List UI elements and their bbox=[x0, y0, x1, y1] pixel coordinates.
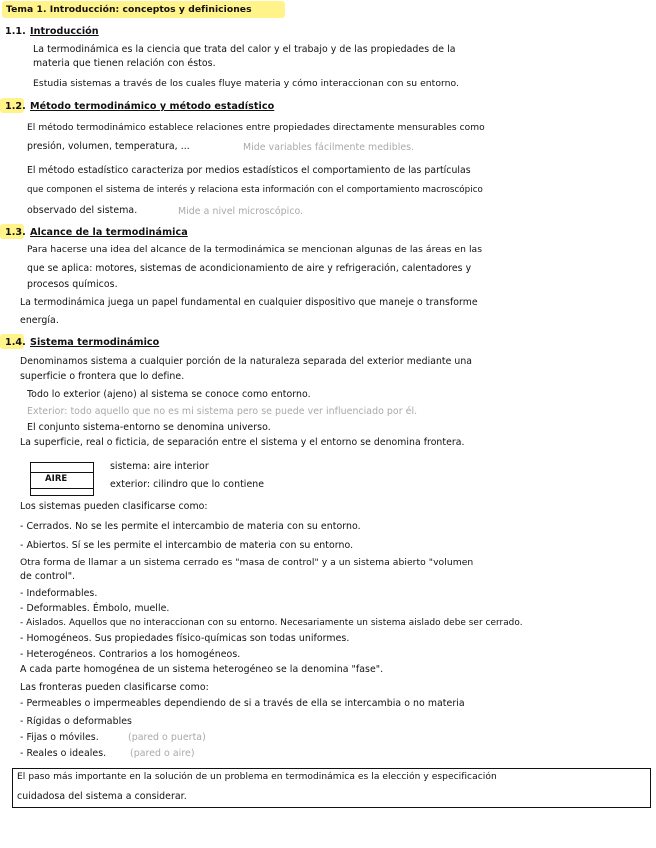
s1-line-3: Estudia sistemas a través de los cuales fluye materia y cómo interaccionan con su entorno. bbox=[33, 78, 460, 89]
clas-abiertos: - Abiertos. Sí se les permite el intercambio de materia con su entorno. bbox=[20, 540, 354, 551]
diagram-exterior-label: exterior: cilindro que lo contiene bbox=[110, 479, 265, 490]
section-1-2-number: 1.2. bbox=[5, 101, 26, 112]
s3-line-1: Para hacerse una idea del alcance de la termodinámica se mencionan algunas de las áreas en las bbox=[27, 244, 483, 255]
key-point-line-2: cuidadosa del sistema a considerar. bbox=[17, 791, 187, 802]
s2-line-1: El método termodinámico establece relaciones entre propiedades directamente mensurables como bbox=[27, 123, 485, 133]
frontier-fijas: - Fijas o móviles. bbox=[20, 732, 99, 743]
s2-line-3: El método estadístico caracteriza por medios estadísticos el comportamiento de las partículas bbox=[27, 165, 471, 176]
section-1-3-heading: Alcance de la termodinámica bbox=[30, 227, 188, 238]
clas-homogeneos: - Homogéneos. Sus propiedades físico-químicas son todas uniformes. bbox=[20, 633, 350, 644]
s4-line-5: El conjunto sistema-entorno se denomina universo. bbox=[27, 422, 271, 433]
s2-line-2: presión, volumen, temperatura, ... bbox=[27, 141, 190, 152]
clas-deformables: - Deformables. Émbolo, muelle. bbox=[20, 603, 170, 614]
s3-line-3: procesos químicos. bbox=[27, 279, 118, 290]
frontier-reales-note: (pared o aire) bbox=[130, 748, 195, 759]
s1-line-1: La termodinámica es la ciencia que trata del calor y el trabajo y de las propiedades de la bbox=[33, 44, 456, 55]
clas-aislados: - Aislados. Aquellos que no interaccionan con su entorno. Necesariamente un sistema aislado debe ser cerrado. bbox=[20, 618, 523, 628]
page-title: Tema 1. Introducción: conceptos y definiciones bbox=[6, 4, 252, 15]
diagram-system-label: sistema: aire interior bbox=[110, 461, 209, 472]
s2-line-4: que componen el sistema de interés y relaciona esta información con el comportamiento macroscópico bbox=[27, 185, 483, 195]
section-1-4-number: 1.4. bbox=[5, 337, 26, 348]
frontier-reales: - Reales o ideales. bbox=[20, 748, 107, 759]
s1-line-2: materia que tienen relación con éstos. bbox=[33, 58, 216, 69]
s3-line-4: La termodinámica juega un papel fundamental en cualquier dispositivo que maneje o transforme bbox=[20, 297, 478, 308]
clas-control-2: de control". bbox=[20, 571, 76, 582]
s2-line-2-note: Mide variables fácilmente medibles. bbox=[243, 142, 415, 153]
clas-cerrados: - Cerrados. No se les permite el intercambio de materia con su entorno. bbox=[20, 521, 361, 532]
diagram-label: AIRE bbox=[45, 474, 68, 484]
frontier-rigidas: - Rígidas o deformables bbox=[20, 716, 132, 727]
section-1-1-number: 1.1. bbox=[5, 26, 26, 37]
s4-line-4-note: Exterior: todo aquello que no es mi sistema pero se puede ver influenciado por él. bbox=[27, 406, 418, 417]
s3-line-2: que se aplica: motores, sistemas de acondicionamiento de aire y refrigeración, calentadores y bbox=[27, 263, 472, 274]
clas-fase: A cada parte homogénea de un sistema heterogéneo se la denomina "fase". bbox=[20, 664, 384, 675]
s4-line-1: Denominamos sistema a cualquier porción de la naturaleza separada del exterior mediante una bbox=[20, 356, 473, 367]
clas-indeformables: - Indeformables. bbox=[20, 588, 98, 599]
s4-line-6: La superficie, real o ficticia, de separación entre el sistema y el entorno se denomina frontera. bbox=[20, 437, 465, 448]
frontiers-intro: Las fronteras pueden clasificarse como: bbox=[20, 682, 209, 693]
frontier-fijas-note: (pared o puerta) bbox=[128, 732, 206, 743]
section-1-3-number: 1.3. bbox=[5, 227, 26, 238]
s3-line-5: energía. bbox=[20, 315, 59, 326]
s2-line-5: observado del sistema. bbox=[27, 205, 138, 216]
section-1-2-heading: Método termodinámico y método estadístico bbox=[30, 101, 275, 112]
clas-heterogeneos: - Heterogéneos. Contrarios a los homogéneos. bbox=[20, 649, 241, 660]
key-point-line-1: El paso más importante en la solución de un problema en termodinámica es la elección y especificación bbox=[17, 772, 497, 782]
section-1-1-heading: Introducción bbox=[30, 26, 99, 37]
frontier-permeables: - Permeables o impermeables dependiendo de si a través de ella se intercambia o no materia bbox=[20, 698, 465, 709]
s4-line-3: Todo lo exterior (ajeno) al sistema se conoce como entorno. bbox=[27, 389, 311, 400]
classification-intro: Los sistemas pueden clasificarse como: bbox=[20, 501, 208, 512]
section-1-4-heading: Sistema termodinámico bbox=[30, 337, 160, 348]
clas-control-1: Otra forma de llamar a un sistema cerrado es "masa de control" y a un sistema abierto "volumen bbox=[20, 557, 474, 568]
system-diagram bbox=[30, 462, 94, 496]
s2-line-5-note: Mide a nivel microscópico. bbox=[178, 206, 304, 217]
s4-line-2: superficie o frontera que lo define. bbox=[20, 371, 185, 382]
